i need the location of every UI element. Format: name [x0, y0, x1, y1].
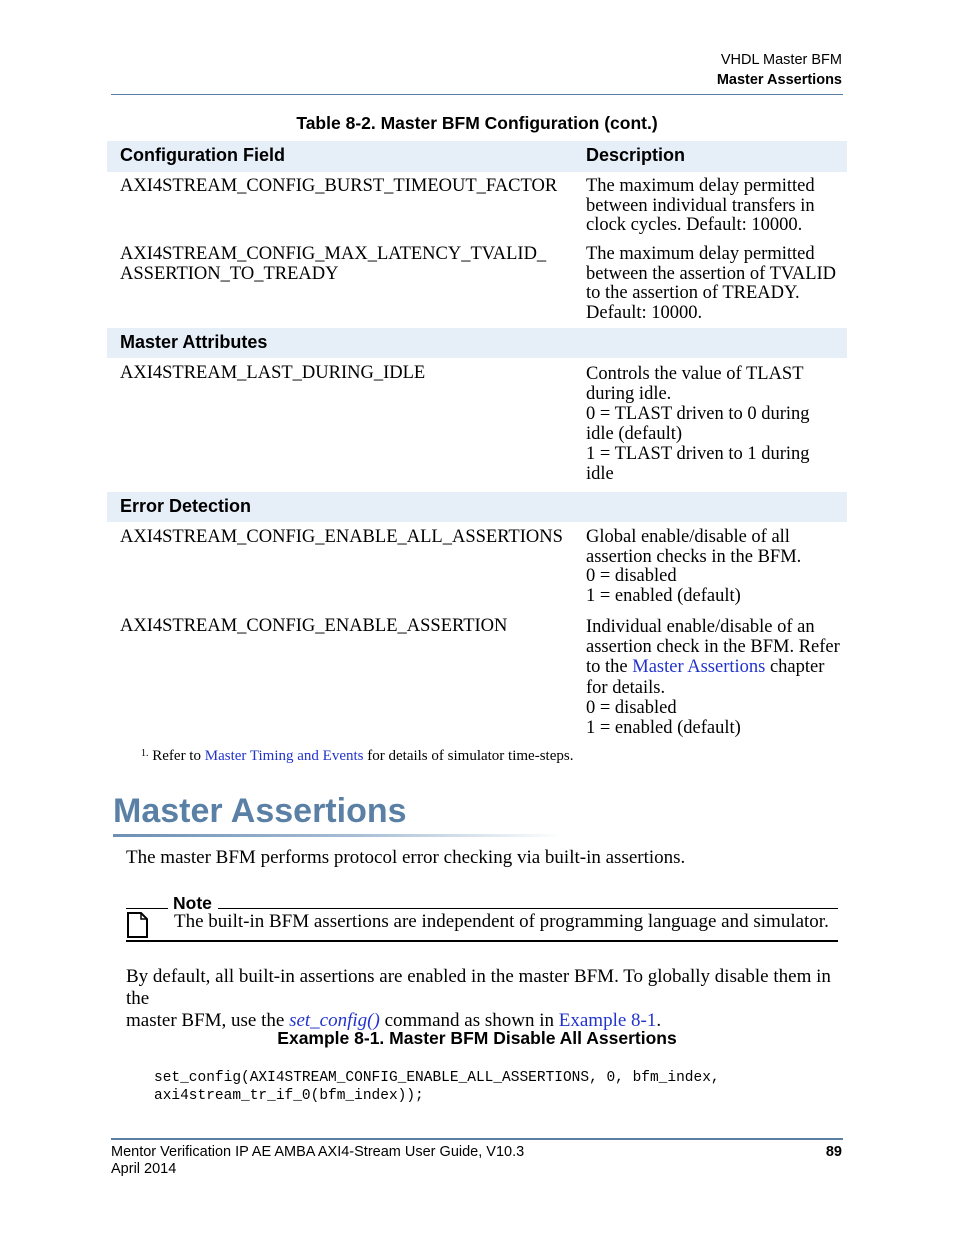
table-footnote: $^{1.}$ Refer to Master Timing and Events for details of simulator time-steps. — [141, 748, 574, 764]
footer-title: Mentor Verification IP AE AMBA AXI4-Stream User Guide, V10.3 — [111, 1144, 525, 1160]
table-row-field: AXI4STREAM_CONFIG_MAX_LATENCY_TVALID_ ASSERTION_TO_TREADY — [120, 244, 547, 284]
table-row-description: Controls the value of TLAST during idle. 0 = TLAST driven to 0 during idle (default) 1 = TLAST driven to 1 during idle — [586, 364, 810, 484]
page-number: 89 — [825, 1144, 842, 1160]
column-header-description: Description — [586, 145, 686, 165]
section-title: Master Assertions — [113, 792, 407, 830]
group-heading-error-detection: Error Detection — [120, 496, 252, 516]
example-8-1-link[interactable]: Example 8-1 — [558, 1010, 657, 1031]
group-heading-master-attributes: Master Attributes — [120, 332, 268, 352]
table-caption: Table 8-2. Master BFM Configuration (cont.) — [296, 113, 658, 133]
table-row-field: AXI4STREAM_CONFIG_ENABLE_ALL_ASSERTIONS — [120, 527, 563, 547]
table-row-field: AXI4STREAM_LAST_DURING_IDLE — [120, 363, 426, 383]
table-row-description: Individual enable/disable of an assertion check in the BFM. Refer to the Master Assertions chapter for details. 0 = disabled 1 = enabled (default) — [586, 617, 840, 739]
body-paragraph: By default, all built-in assertions are enabled in the master BFM. To globally disable them in the master BFM, use the set_config() command as shown in Example 8-1. — [126, 966, 831, 1031]
column-header-field: Configuration Field — [120, 145, 285, 165]
footer-date: April 2014 — [111, 1161, 177, 1177]
section-title-rule — [113, 834, 563, 837]
master-timing-link[interactable]: Master Timing and Events — [204, 748, 364, 764]
header-rule — [111, 94, 843, 95]
code-block: set_config(AXI4STREAM_CONFIG_ENABLE_ALL_ASSERTIONS, 0, bfm_index, axi4stream_tr_if_0(bfm_index)); — [154, 1070, 720, 1104]
table-row-field: AXI4STREAM_CONFIG_ENABLE_ASSERTION — [120, 616, 508, 636]
note-rule — [126, 908, 168, 909]
example-caption: Example 8-1. Master BFM Disable All Assertions — [277, 1028, 677, 1048]
note-label: Note — [173, 893, 212, 913]
table-row-description: The maximum delay permitted between the assertion of TVALID to the assertion of TREADY. Default: 10000. — [586, 244, 837, 323]
running-header-section: Master Assertions — [716, 72, 842, 88]
note-text: The built-in BFM assertions are independent of programming language and simulator. — [174, 911, 829, 932]
master-assertions-link[interactable]: Master Assertions — [632, 657, 766, 678]
note-page-icon — [126, 911, 150, 939]
note-rule — [218, 908, 838, 909]
running-header-chapter: VHDL Master BFM — [720, 52, 842, 68]
note-rule-bottom — [126, 940, 838, 942]
table-row-field: AXI4STREAM_CONFIG_BURST_TIMEOUT_FACTOR — [120, 176, 558, 196]
footer-rule — [111, 1138, 843, 1140]
table-row-description: The maximum delay permitted between individual transfers in clock cycles. Default: 10000. — [586, 176, 815, 235]
intro-paragraph: The master BFM performs protocol error checking via built-in assertions. — [126, 847, 686, 868]
set-config-link[interactable]: set_config() — [289, 1010, 380, 1031]
table-row-description: Global enable/disable of all assertion checks in the BFM. 0 = disabled 1 = enabled (default) — [586, 527, 802, 606]
